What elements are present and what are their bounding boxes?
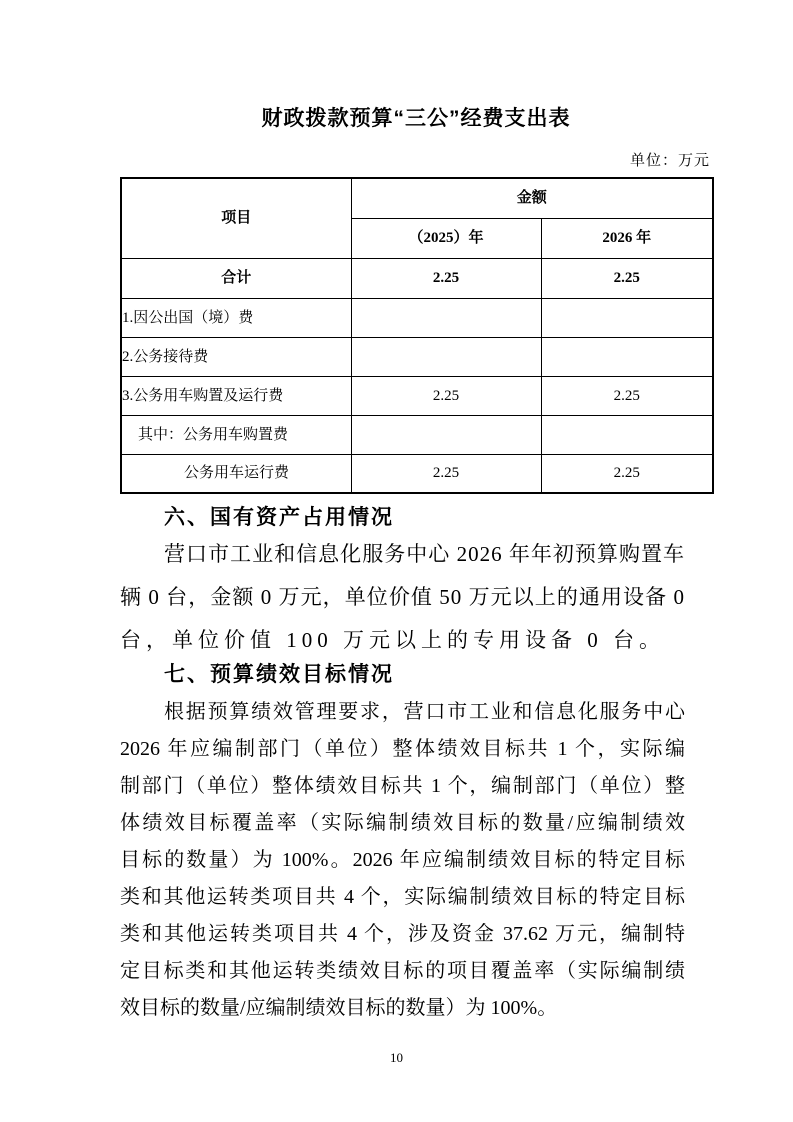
row-value-2026 xyxy=(541,415,713,454)
paragraph-line: 2026 年应编制部门（单位）整体绩效目标共 1 个，实际编 xyxy=(120,738,685,760)
row-value-2025 xyxy=(351,415,541,454)
table-row xyxy=(121,454,713,493)
row-label: 2.公务接待费 xyxy=(121,337,351,376)
row-value-2026: 2.25 xyxy=(541,454,713,493)
paragraph-line: 辆 0 台，金额 0 万元，单位价值 50 万元以上的通用设备 0 xyxy=(120,585,685,609)
paragraph-line: 类和其他运转类项目共 4 个，实际编制绩效目标的特定目标 xyxy=(120,886,685,908)
section-heading-state-assets: 六、国有资产占用情况 xyxy=(164,506,394,529)
row-value-2025: 2.25 xyxy=(351,376,541,415)
row-label: 其中：公务用车购置费 xyxy=(121,415,351,454)
table-row xyxy=(121,415,713,454)
paragraph-line: 效目标的数量/应编制绩效目标的数量）为 100%。 xyxy=(120,997,558,1019)
unit-label: 单位：万元 xyxy=(629,153,710,169)
table-row xyxy=(121,337,713,376)
section-heading-performance: 七、预算绩效目标情况 xyxy=(164,663,394,686)
paragraph-line: 目标的数量）为 100%。2026 年应编制绩效目标的特定目标 xyxy=(120,849,685,871)
table-total-row xyxy=(121,258,713,298)
table-row xyxy=(121,298,713,337)
paragraph-line: 制部门（单位）整体绩效目标共 1 个，编制部门（单位）整 xyxy=(120,775,685,797)
row-value-2026 xyxy=(541,337,713,376)
table-header-item: 项目 xyxy=(121,178,351,258)
total-value-2026: 2.25 xyxy=(541,258,713,298)
table-row xyxy=(121,376,713,415)
page-number: 10 xyxy=(390,1050,403,1065)
row-label: 公务用车运行费 xyxy=(121,454,351,493)
table-header-year-2026: 2026 年 xyxy=(541,218,713,258)
paragraph-line: 台，单位价值 100 万元以上的专用设备 0 台。 xyxy=(120,628,665,652)
page-title: 财政拨款预算“三公”经费支出表 xyxy=(261,107,571,130)
table-header-row-1 xyxy=(121,178,713,218)
paragraph-line: 类和其他运转类项目共 4 个，涉及资金 37.62 万元，编制特 xyxy=(120,923,685,945)
table-header-year-2025: （2025）年 xyxy=(351,218,541,258)
row-label: 1.因公出国（境）费 xyxy=(121,298,351,337)
row-value-2025 xyxy=(351,337,541,376)
paragraph-performance xyxy=(120,694,685,1027)
row-value-2025 xyxy=(351,298,541,337)
paragraph-state-assets xyxy=(120,533,685,662)
paragraph-line: 根据预算绩效管理要求，营口市工业和信息化服务中心 xyxy=(164,701,685,723)
paragraph-line: 定目标类和其他运转类绩效目标的项目覆盖率（实际编制绩 xyxy=(120,960,685,982)
paragraph-line: 体绩效目标覆盖率（实际编制绩效目标的数量/应编制绩效 xyxy=(120,812,685,834)
row-label: 3.公务用车购置及运行费 xyxy=(121,376,351,415)
total-value-2025: 2.25 xyxy=(351,258,541,298)
row-value-2026 xyxy=(541,298,713,337)
table-header-amount: 金额 xyxy=(351,178,713,218)
row-value-2026: 2.25 xyxy=(541,376,713,415)
row-value-2025: 2.25 xyxy=(351,454,541,493)
paragraph-line: 营口市工业和信息化服务中心 2026 年年初预算购置车 xyxy=(164,542,685,566)
three-public-expense-table xyxy=(120,177,714,494)
total-label: 合计 xyxy=(121,258,351,298)
